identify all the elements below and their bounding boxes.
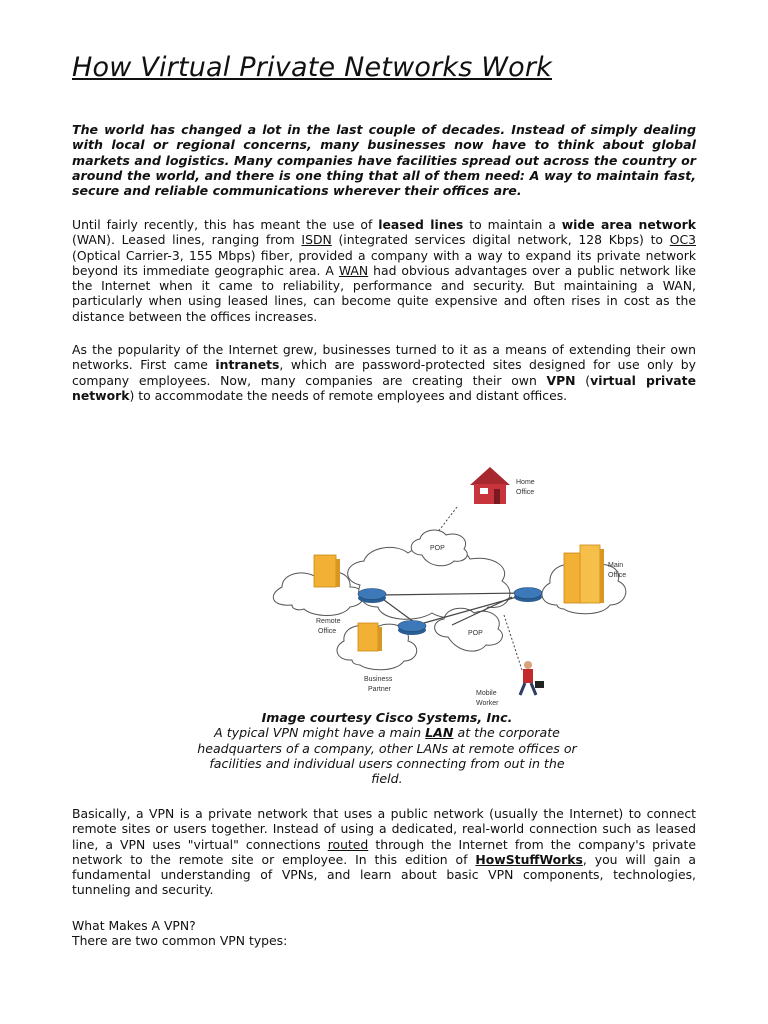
- paragraph-internet: [72, 342, 696, 403]
- vpn-diagram: [212, 455, 632, 710]
- worker-briefcase: [535, 681, 544, 688]
- link-lan[interactable]: LAN: [425, 725, 454, 741]
- paragraph-basically: [72, 806, 696, 898]
- link-routed[interactable]: routed: [327, 836, 369, 852]
- term-leased-lines: leased lines: [378, 217, 464, 232]
- text: As the popularity of the Internet grew, businesses turned to it as a means of extending their own networks. First came: [72, 342, 696, 373]
- text: ) to accommodate the needs of remote employees and distant offices.: [129, 387, 568, 403]
- vpn-types-line: There are two common VPN types:: [72, 933, 288, 948]
- label-business-partner-line1: Business: [364, 676, 393, 683]
- worker-leg-left: [520, 683, 525, 695]
- label-mobile-worker-line2: Worker: [476, 700, 499, 707]
- label-remote-office-line1: Remote: [316, 618, 341, 625]
- label-pop-bottom: POP: [468, 630, 483, 637]
- text: (integrated services digital network, 128 Kbps) to: [331, 232, 670, 248]
- building-side: [336, 559, 340, 587]
- link-oc3[interactable]: OC3: [669, 232, 696, 248]
- label-home-office-line2: Office: [516, 489, 535, 496]
- house-door: [494, 489, 500, 504]
- mobile-worker-person-icon: [520, 661, 544, 695]
- intro-paragraph: The world has changed a lot in the last couple of decades. Instead of simply dealing with local or regional concerns, many businesses now have to think about global markets and logistics. Many companies have facilities spread out across the country or around the world, and there is one thing that all of them need: A way to maintain fast, secure and reliable communications wherever their offices are.: [72, 122, 696, 199]
- link-isdn[interactable]: ISDN: [301, 232, 332, 248]
- building-remote-office-icon: [314, 555, 340, 587]
- text: (WAN). Leased lines, ranging from: [72, 232, 302, 248]
- term-intranets: intranets: [215, 357, 280, 373]
- router-top: [514, 588, 542, 599]
- term-wide-area-network: wide area network: [561, 217, 696, 232]
- building-side: [600, 549, 604, 603]
- text: to maintain a: [463, 217, 562, 232]
- router-top: [398, 621, 426, 632]
- text: , which are password-protected sites designed for use only by company employees. Now, many companies are creating their own: [72, 357, 697, 388]
- text: , you will gain a fundamental understanding of VPNs, and learn about basic VPN components, technologies, tunneling and security.: [72, 851, 696, 898]
- figure-caption: [192, 710, 582, 786]
- term-virtual-private-network: virtual private network: [72, 372, 696, 403]
- label-pop-top: POP: [430, 545, 445, 552]
- text: (Optical Carrier-3, 155 Mbps) fiber, provided a company with a way to expand its private network beyond its immediate geographic area. A: [72, 247, 696, 278]
- router-remote-office: [358, 589, 386, 604]
- paragraph-leased-lines: [72, 217, 696, 324]
- text: A typical VPN might have a main: [214, 725, 426, 741]
- caption-credit: Image courtesy Cisco Systems, Inc.: [261, 710, 513, 725]
- text: had obvious advantages over a public network like the Internet when it came to reliability, performance and security. But maintaining a WAN, particularly when using leased lines, can become quite expensive and often rises in cost as the distance between the offices increases.: [72, 262, 696, 324]
- link-howstuffworks[interactable]: HowStuffWorks: [475, 851, 583, 867]
- label-main-office-line2: Office: [608, 572, 627, 579]
- building-body: [358, 623, 378, 651]
- text: through the Internet from the company's private network to the remote site or employee. In this edition of: [72, 836, 696, 867]
- building-partner-icon: [358, 623, 382, 651]
- worker-head: [524, 661, 532, 669]
- label-home-office-line1: Home: [516, 479, 535, 486]
- term-vpn: VPN: [546, 372, 576, 388]
- text: at the corporate headquarters of a company, other LANs at remote offices or facilities and individual users connecting from out in the field.: [197, 725, 577, 787]
- text: (: [575, 372, 591, 388]
- house-wall: [474, 484, 506, 504]
- page-title: How Virtual Private Networks Work: [72, 52, 553, 83]
- link-wan[interactable]: WAN: [338, 262, 369, 278]
- router-top: [358, 589, 386, 600]
- router-main-office: [514, 588, 542, 603]
- building-side: [378, 627, 382, 651]
- worker-body: [523, 669, 533, 683]
- router-business-partner: [398, 621, 426, 636]
- label-main-office-line1: Main: [608, 562, 624, 569]
- house-roof: [470, 467, 510, 485]
- building-tower-right: [580, 545, 600, 603]
- vpn-diagram-svg: [212, 455, 632, 710]
- house-window: [480, 488, 488, 494]
- label-remote-office-line2: Office: [318, 628, 337, 635]
- text: Basically, a VPN is a private network that uses a public network (usually the Internet) to connect remote sites or users together. Instead of using a dedicated, real-world connection such as leased line, a VPN uses "virtual" connections: [72, 806, 696, 852]
- link-pop-to-mobile: [504, 615, 522, 670]
- label-business-partner-line2: Partner: [368, 686, 391, 693]
- text: Until fairly recently, this has meant the use of: [72, 217, 379, 232]
- home-office-house-icon: [470, 467, 510, 504]
- building-main-office-icon: [564, 545, 604, 603]
- building-body: [314, 555, 336, 587]
- label-mobile-worker-line1: Mobile: [476, 690, 497, 697]
- subheading-what-makes-a-vpn: What Makes A VPN?: [72, 918, 196, 933]
